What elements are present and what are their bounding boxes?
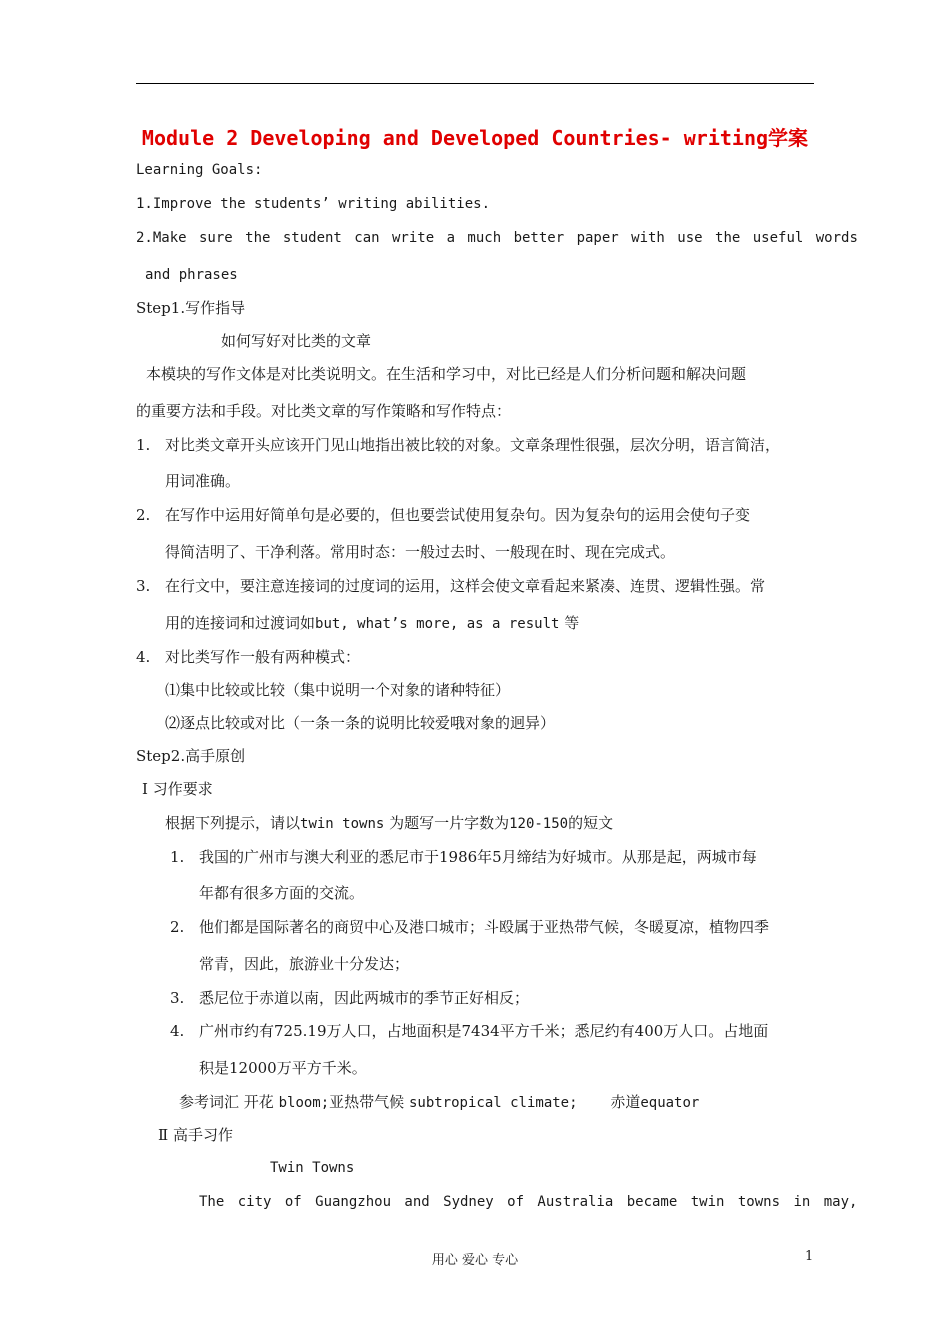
goal-1: 1.Improve the students’ writing abilities. <box>136 196 491 212</box>
point-4-line-1: 广州市约有725.19万人口，占地面积是7434平方千米；悉尼约有400万人口。占地面 <box>199 1022 769 1040</box>
point-4-line-2: 积是12000万平方千米。 <box>199 1059 367 1077</box>
req-mid: 为题写一片字数为 <box>384 814 510 832</box>
vocab-2-cn: 亚热带气候 <box>329 1093 405 1111</box>
page-title: Module 2 Developing and Developed Countries- writing学案 <box>141 126 809 150</box>
item-2-line-2: 得简洁明了、干净利落。常用时态：一般过去时、一般现在时、现在完成式。 <box>165 543 676 561</box>
vocab-3-cn: 赤道 <box>610 1093 641 1111</box>
item-3-connectives: but, what’s more, as a result <box>315 616 560 632</box>
req-pre: 根据下列提示，请以 <box>165 814 301 832</box>
point-2-number: 2. <box>170 918 185 936</box>
item-3-suffix: 等 <box>559 614 580 632</box>
essay-heading: Ⅱ 高手习作 <box>158 1126 233 1144</box>
vocab-3-en: equator <box>640 1095 700 1111</box>
item-3-line-2 <box>165 613 579 634</box>
step2-heading: Step2.高手原创 <box>136 747 246 765</box>
vocab-label: 参考词汇 <box>179 1093 240 1111</box>
requirements-instruction <box>165 813 613 834</box>
learning-goals-heading: Learning Goals: <box>136 162 263 178</box>
step1-subtitle: 如何写好对比类的文章 <box>221 332 372 350</box>
point-1-line-1: 我国的广州市与澳大利亚的悉尼市于1986年5月缔结为好城市。从那是起，两城市每 <box>199 848 757 866</box>
step1-heading: Step1.写作指导 <box>136 299 246 317</box>
requirements-heading: Ⅰ 习作要求 <box>142 780 213 798</box>
item-2-number: 2. <box>136 506 151 524</box>
point-4-number: 4. <box>170 1022 185 1040</box>
essay-line-1: The city of Guangzhou and Sydney of Australia became twin towns in may, <box>199 1194 858 1210</box>
item-2-line-1: 在写作中运用好简单句是必要的，但也要尝试使用复杂句。因为复杂句的运用会使句子变 <box>165 506 751 524</box>
point-2-line-2: 常青，因此，旅游业十分发达； <box>199 955 410 973</box>
vocab-1-cn: 开花 <box>243 1093 274 1111</box>
item-3-number: 3. <box>136 577 151 595</box>
req-post: 的短文 <box>568 814 614 832</box>
item-4-sub-2: ⑵逐点比较或对比（一条一条的说明比较爱哦对象的迥异） <box>165 714 556 732</box>
point-1-line-2: 年都有很多方面的交流。 <box>199 884 365 902</box>
item-4-sub-1: ⑴集中比较或比较（集中说明一个对象的诸种特征） <box>165 681 511 699</box>
item-3-line-1: 在行文中，要注意连接词的过度词的运用，这样会使文章看起来紧凑、连贯、逻辑性强。常 <box>165 577 766 595</box>
vocab-2-en: subtropical climate; <box>408 1095 578 1111</box>
req-topic: twin towns <box>300 816 385 832</box>
vocab-1-en: bloom; <box>278 1095 330 1111</box>
page-number: 1 <box>805 1249 814 1264</box>
goal-2-line-1: 2.Make sure the student can write a much better paper with use the useful words <box>136 230 858 246</box>
goal-2-line-2: and phrases <box>145 267 238 283</box>
point-3-line-1: 悉尼位于赤道以南，因此两城市的季节正好相反； <box>199 989 530 1007</box>
item-1-line-1: 对比类文章开头应该开门见山地指出被比较的对象。文章条理性很强，层次分明，语言简洁， <box>165 436 781 454</box>
item-4-number: 4. <box>136 648 151 666</box>
vocabulary-line <box>179 1092 699 1113</box>
step1-intro-line-2: 的重要方法和手段。对比类文章的写作策略和写作特点： <box>136 402 512 420</box>
point-3-number: 3. <box>170 989 185 1007</box>
point-2-line-1: 他们都是国际著名的商贸中心及港口城市；斗殴属于亚热带气候，冬暖夏凉，植物四季 <box>199 918 770 936</box>
essay-title: Twin Towns <box>270 1160 355 1176</box>
step1-intro-line-1: 本模块的写作文体是对比类说明文。在生活和学习中，对比已经是人们分析问题和解决问题 <box>146 365 747 383</box>
footer-motto: 用心 爱心 专心 <box>431 1253 519 1268</box>
header-rule <box>136 83 814 84</box>
item-1-line-2: 用词准确。 <box>165 472 241 490</box>
point-1-number: 1. <box>170 848 185 866</box>
item-4-line-1: 对比类写作一般有两种模式： <box>165 648 361 666</box>
req-word-count: 120-150 <box>509 816 569 832</box>
item-3-cn-text: 用的连接词和过渡词如 <box>165 614 316 632</box>
item-1-number: 1. <box>136 436 151 454</box>
